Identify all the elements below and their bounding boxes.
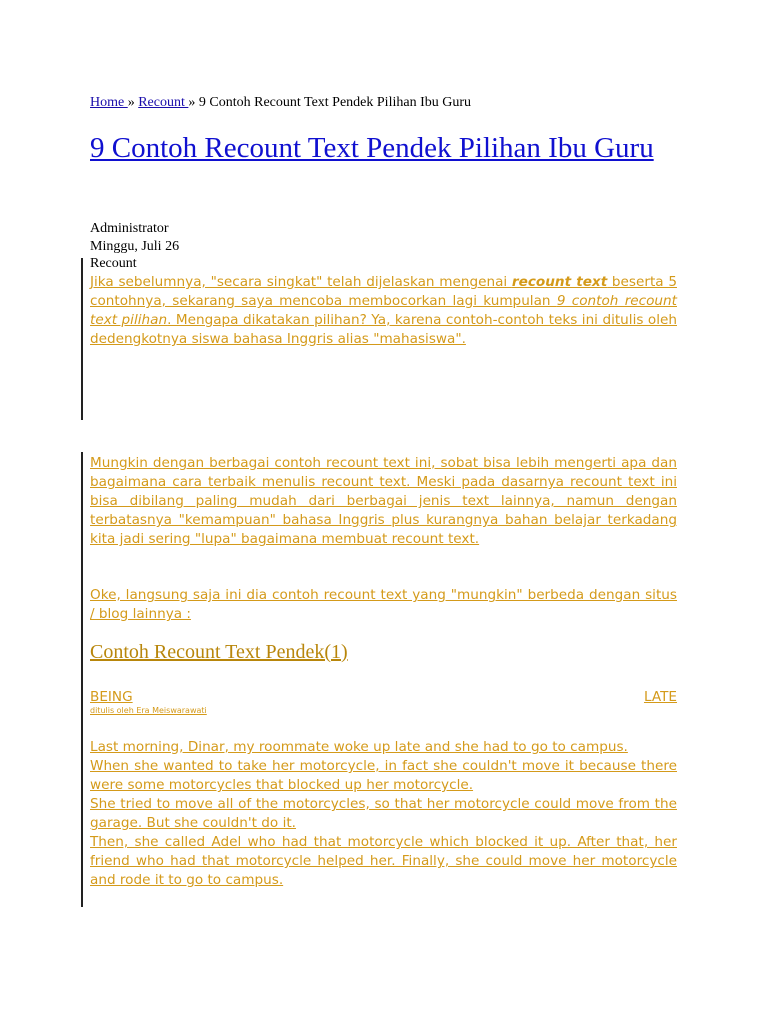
body-paragraph: Oke, langsung saja ini dia contoh recount text yang "mungkin" berbeda dengan situs / blog lainnya : — [90, 587, 677, 622]
story-line: Last morning, Dinar, my roommate woke up late and she had to go to campus. — [90, 739, 628, 755]
story-title-word: LATE — [643, 689, 677, 705]
quote-border — [81, 452, 83, 907]
story-line: Then, she called Adel who had that motorcycle which blocked it up. After that, her friend who had that motorcycle helped her. Finally, she could move her motorcycle and rode it to go to campus. — [90, 834, 677, 888]
story-title — [90, 688, 677, 706]
post-meta — [90, 220, 179, 273]
story-line: She tried to move all of the motorcycles, so that her motorcycle could move from the garage. But she couldn't do it. — [90, 796, 677, 831]
quote-border — [81, 258, 83, 420]
breadcrumb-recount-link[interactable]: Recount — [138, 95, 189, 110]
story-line: When she wanted to take her motorcycle, in fact she couldn't move it because there were some motorcycles that blocked up her motorcycle. — [90, 758, 677, 793]
breadcrumb-separator: » — [188, 95, 199, 110]
post-label[interactable]: Recount — [90, 256, 137, 271]
intro-italic-link[interactable]: 9 contoh recount text pilihan — [90, 293, 677, 328]
story-title-word: BEING — [90, 689, 133, 705]
body-paragraph: Mungkin dengan berbagai contoh recount text ini, sobat bisa lebih mengerti apa dan bagaimana cara terbaik menulis recount text. Meski pada dasarnya recount text ini bisa dibilang paling mudah dari berbagai jenis text lainnya, namun dengan terbatasnya "kemampuan" bahasa Inggris plus kurangnya bahan belajar terkadang kita jadi sering "lupa" bagaimana membuat recount text. — [90, 455, 677, 547]
section-heading: Contoh Recount Text Pendek(1) — [90, 641, 348, 663]
breadcrumb — [90, 95, 471, 111]
post-date: Minggu, Juli 26 — [90, 238, 180, 254]
post-author: Administrator — [90, 221, 169, 236]
intro-bold-link[interactable]: recount text — [511, 274, 608, 290]
breadcrumb-separator: » — [127, 95, 139, 110]
story-body — [90, 738, 677, 890]
breadcrumb-home-link[interactable]: Home — [90, 95, 128, 110]
story-author: ditulis oleh Era Meiswarawati — [90, 706, 207, 715]
page-title[interactable]: 9 Contoh Recount Text Pendek Pilihan Ibu Guru — [90, 132, 654, 164]
intro-paragraph: Jika sebelumnya, "secara singkat" telah dijelaskan mengenai recount text beserta 5 contohnya, sekarang saya mencoba membocorkan lagi kumpulan 9 contoh recount text pilihan. Mengapa dikatakan pilihan? Ya, karena contoh-contoh teks ini ditulis oleh dedengkotnya siswa bahasa Inggris alias "mahasiswa". — [90, 274, 677, 347]
breadcrumb-current: 9 Contoh Recount Text Pendek Pilihan Ibu Guru — [198, 95, 471, 110]
